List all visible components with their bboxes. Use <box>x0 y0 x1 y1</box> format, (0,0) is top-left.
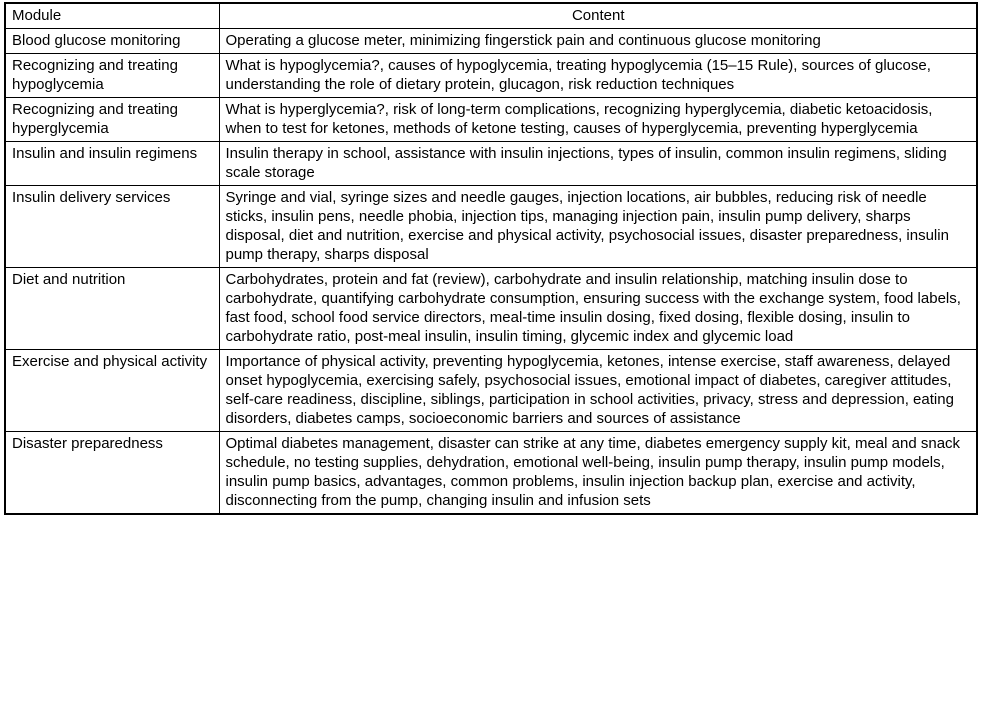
cell-content: Syringe and vial, syringe sizes and needle gauges, injection locations, air bubbles, reducing risk of needle sticks, insulin pens, needle phobia, injection tips, managing injection pain, insulin pump delivery, sharps disposal, diet and nutrition, exercise and physical activity, psychosocial issues, disaster preparedness, insulin pump therapy, sharps disposal <box>219 186 977 268</box>
cell-content: What is hypoglycemia?, causes of hypoglycemia, treating hypoglycemia (15–15 Rule), sources of glucose, understanding the role of dietary protein, glucagon, risk reduction techniques <box>219 54 977 98</box>
cell-module: Blood glucose monitoring <box>5 29 219 54</box>
modules-table <box>4 2 978 515</box>
cell-module: Insulin delivery services <box>5 186 219 268</box>
cell-module: Recognizing and treating hypoglycemia <box>5 54 219 98</box>
cell-module: Disaster preparedness <box>5 432 219 515</box>
header-row <box>5 3 977 29</box>
table-row <box>5 142 977 186</box>
cell-content: Carbohydrates, protein and fat (review), carbohydrate and insulin relationship, matching insulin dose to carbohydrate, quantifying carbohydrate consumption, ensuring success with the exchange system, food labels, fast food, school food service directors, meal-time insulin dosing, fixed dosing, flexible dosing, insulin to carbohydrate ratio, post-meal insulin, insulin timing, glycemic index and glycemic load <box>219 268 977 350</box>
column-header-content: Content <box>219 3 977 29</box>
cell-module: Recognizing and treating hyperglycemia <box>5 98 219 142</box>
column-header-module: Module <box>5 3 219 29</box>
cell-module: Diet and nutrition <box>5 268 219 350</box>
table-row <box>5 350 977 432</box>
cell-content: Optimal diabetes management, disaster can strike at any time, diabetes emergency supply kit, meal and snack schedule, no testing supplies, dehydration, emotional well-being, insulin pump therapy, insulin pump models, insulin pump basics, advantages, common problems, insulin injection backup plan, exercise and activity, disconnecting from the pump, changing insulin and infusion sets <box>219 432 977 515</box>
table-row <box>5 186 977 268</box>
cell-content: Operating a glucose meter, minimizing fingerstick pain and continuous glucose monitoring <box>219 29 977 54</box>
table-body <box>5 29 977 515</box>
cell-module: Insulin and insulin regimens <box>5 142 219 186</box>
table-header <box>5 3 977 29</box>
cell-content: Importance of physical activity, preventing hypoglycemia, ketones, intense exercise, staff awareness, delayed onset hypoglycemia, exercising safely, psychosocial issues, emotional impact of diabetes, caregiver attitudes, self-care readiness, discipline, siblings, participation in school activities, privacy, stress and depression, eating disorders, diabetes camps, socioeconomic barriers and sources of assistance <box>219 350 977 432</box>
cell-content: What is hyperglycemia?, risk of long-term complications, recognizing hyperglycemia, diabetic ketoacidosis, when to test for ketones, methods of ketone testing, causes of hyperglycemia, preventing hyperglycemia <box>219 98 977 142</box>
table-row <box>5 432 977 515</box>
table-row <box>5 98 977 142</box>
cell-content: Insulin therapy in school, assistance with insulin injections, types of insulin, common insulin regimens, sliding scale storage <box>219 142 977 186</box>
cell-module: Exercise and physical activity <box>5 350 219 432</box>
table-row <box>5 54 977 98</box>
table-row <box>5 268 977 350</box>
table-row <box>5 29 977 54</box>
